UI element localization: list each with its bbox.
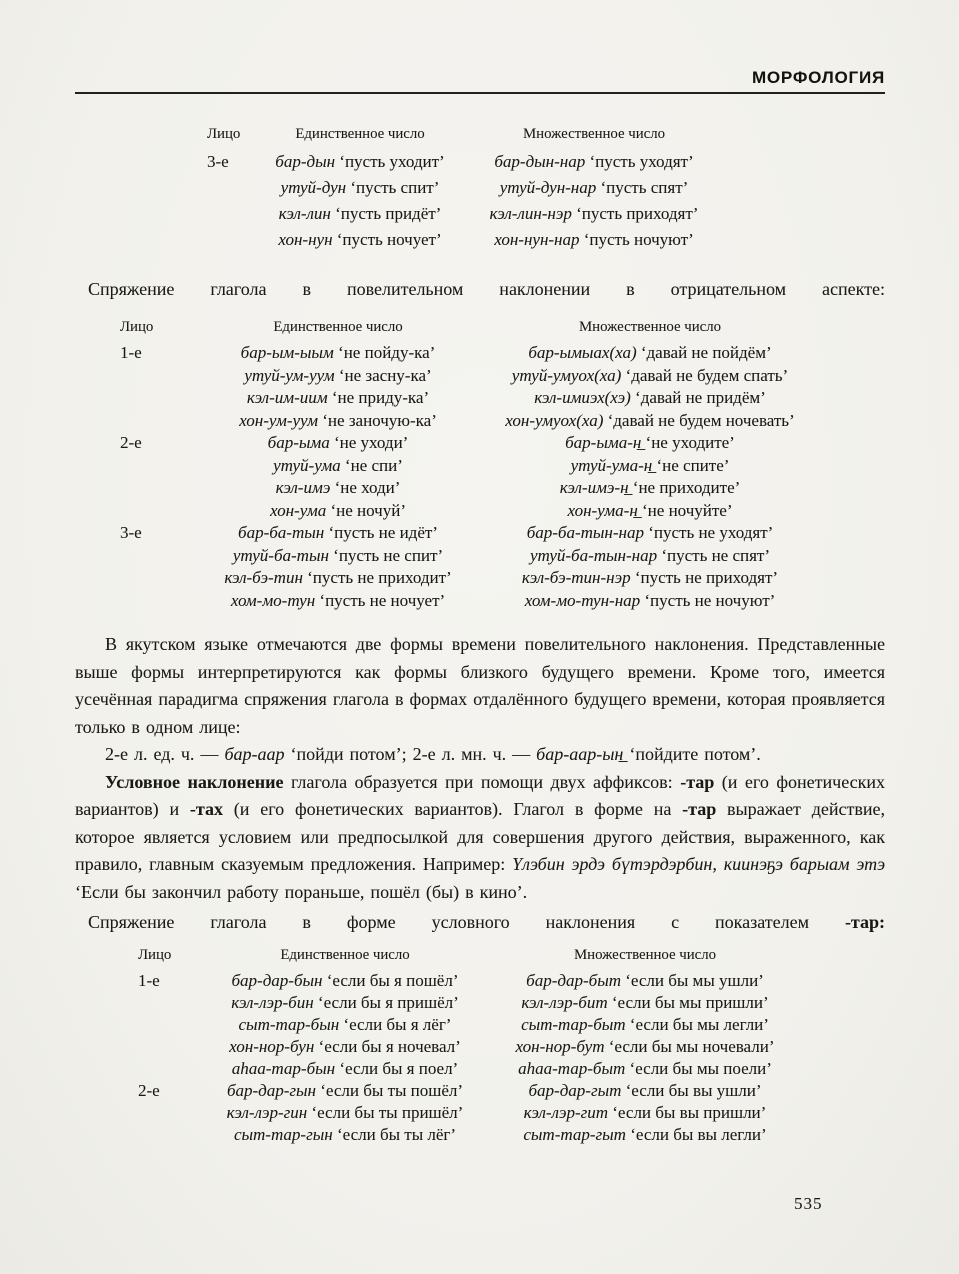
russian-gloss: ‘если бы вы ушли’ bbox=[621, 1081, 762, 1100]
section-intro-conditional bbox=[75, 909, 885, 936]
col-header-person: Лицо bbox=[138, 947, 172, 963]
yakut-form: хон-нун-нар bbox=[494, 230, 580, 249]
plural-cell bbox=[471, 590, 829, 613]
person-label: 2-е bbox=[138, 1081, 160, 1100]
russian-gloss: ‘если бы ты пошёл’ bbox=[316, 1081, 464, 1100]
yakut-form: кэл-бэ-тин bbox=[224, 568, 303, 587]
singular-cell bbox=[205, 455, 471, 478]
plural-cell bbox=[471, 500, 829, 523]
table-row bbox=[138, 970, 885, 1080]
plural-cell bbox=[471, 432, 829, 455]
text-run: ‘пойди потом’; 2-е л. мн. ч. — bbox=[284, 744, 537, 764]
yakut-form: кэл-имиэх(хэ) bbox=[534, 388, 631, 407]
col-header-plural: Множественное число bbox=[579, 319, 721, 335]
russian-gloss: ‘если бы мы поели’ bbox=[625, 1059, 772, 1078]
paragraph-conditional-mood bbox=[75, 769, 885, 907]
russian-gloss: ‘пусть уходят’ bbox=[585, 152, 694, 171]
singular-cell bbox=[272, 227, 448, 253]
yakut-form: бар-дар-быт bbox=[526, 971, 621, 990]
table-row bbox=[120, 432, 885, 522]
singular-cell bbox=[205, 432, 471, 455]
emphasis-term: -тар bbox=[680, 771, 715, 792]
russian-gloss: ‘если бы я лёг’ bbox=[339, 1015, 452, 1034]
russian-gloss: ‘не спи’ bbox=[340, 455, 403, 475]
russian-gloss: ‘не ночуй’ bbox=[326, 500, 406, 520]
yakut-form: хон-нун bbox=[278, 230, 333, 249]
yakut-form: сыт-тар-гын bbox=[233, 1125, 333, 1144]
russian-gloss: ‘если бы я ночевал’ bbox=[314, 1037, 461, 1056]
yakut-form: кэл-им-иим bbox=[246, 388, 328, 407]
plural-cell bbox=[471, 410, 829, 433]
plural-cell bbox=[477, 1014, 813, 1036]
singular-cell bbox=[205, 500, 471, 523]
col-header-person: Лицо bbox=[207, 126, 241, 142]
russian-gloss: ‘пусть не уходят’ bbox=[643, 523, 774, 542]
plural-cell bbox=[477, 1058, 813, 1080]
russian-gloss: ‘давай не будем ночевать’ bbox=[603, 410, 795, 430]
plural-cell bbox=[471, 567, 829, 590]
emphasis-term: -тах bbox=[189, 799, 223, 819]
table-row bbox=[207, 149, 885, 253]
yakut-form: бар-ба-тын-нар bbox=[526, 523, 644, 542]
text-run: Спряжение глагола в форме условного наклонения с показателем bbox=[88, 912, 845, 932]
yakut-form: кэл-имэ bbox=[275, 478, 331, 497]
yakut-form: утуй-ба-тын bbox=[232, 545, 329, 565]
russian-gloss: ‘давай не будем спать’ bbox=[621, 365, 789, 385]
plural-cell bbox=[471, 387, 829, 410]
russian-gloss: ‘давай не придём’ bbox=[630, 388, 766, 407]
russian-gloss: ‘пусть не приходят’ bbox=[630, 568, 779, 587]
header-rule bbox=[75, 92, 885, 94]
table-header-row bbox=[138, 945, 885, 965]
plural-cell bbox=[471, 455, 829, 478]
table-imperative-negative bbox=[120, 317, 885, 612]
russian-gloss: ‘не уходи’ bbox=[329, 433, 409, 452]
emphasis-term: -тар: bbox=[844, 912, 885, 932]
yakut-form: утуй-умуох(ха) bbox=[511, 365, 622, 385]
singular-cell bbox=[213, 1080, 477, 1102]
person-label: 3-е bbox=[207, 152, 229, 171]
emphasis-term: -тар bbox=[682, 799, 717, 819]
russian-gloss: ‘если бы мы пришли’ bbox=[607, 993, 769, 1012]
yakut-form: кэл-лин-нэр bbox=[489, 204, 572, 223]
singular-cell bbox=[213, 1124, 477, 1146]
yakut-form: кэл-лин bbox=[278, 204, 331, 223]
plural-cell bbox=[477, 1080, 813, 1102]
plural-cell bbox=[477, 1102, 813, 1124]
text-run: выражает действие, которое является условием или предпосылкой для совершения другого действия, выраженного, как правило, главным сказуемым предложения. Например: bbox=[75, 799, 885, 874]
yakut-form: сыт-тар-гыт bbox=[523, 1125, 626, 1144]
yakut-form: кэл-лэр-бит bbox=[521, 993, 608, 1012]
table-conditional-tar bbox=[138, 945, 885, 1146]
plural-cell bbox=[471, 477, 829, 500]
yakut-form: кэл-имэ-н̲ bbox=[559, 478, 629, 497]
paragraph-remote-future bbox=[75, 741, 885, 769]
yakut-form: хон-ума bbox=[270, 500, 327, 520]
yakut-form: кэл-лэр-бин bbox=[231, 993, 314, 1012]
russian-gloss: ‘если бы мы ушли’ bbox=[620, 971, 764, 990]
text-run: 2-е л. ед. ч. — bbox=[105, 744, 225, 764]
yakut-form: хон-умуох(ха) bbox=[505, 410, 604, 430]
russian-gloss: ‘если бы я пошёл’ bbox=[322, 971, 459, 990]
section-intro-negative-imperative: Спряжение глагола в повелительном наклонении в отрицательном аспекте: bbox=[88, 279, 885, 299]
singular-cell bbox=[213, 1058, 477, 1080]
plural-cell bbox=[477, 970, 813, 992]
plural-cell bbox=[471, 522, 829, 545]
russian-gloss: ‘пусть не идёт’ bbox=[324, 523, 438, 542]
yakut-form: хон-нор-бут bbox=[515, 1037, 605, 1056]
yakut-form: утуй-дун-нар bbox=[499, 178, 597, 197]
plural-cell bbox=[471, 342, 829, 365]
text-run: (и его фонетических вариантов). Глагол в форме на bbox=[222, 799, 683, 819]
yakut-form: утуй-ум-уум bbox=[244, 365, 335, 385]
yakut-form: бар-ымыах(ха) bbox=[528, 343, 637, 362]
russian-gloss: ‘пусть не ночуют’ bbox=[640, 590, 776, 610]
col-header-singular: Единственное число bbox=[273, 319, 403, 335]
plural-cell bbox=[477, 1124, 813, 1146]
russian-gloss: ‘не уходите’ bbox=[641, 433, 735, 452]
plural-cell bbox=[477, 1036, 813, 1058]
table-header-row bbox=[207, 124, 885, 144]
russian-gloss: ‘пусть уходит’ bbox=[335, 152, 445, 171]
singular-cell bbox=[205, 387, 471, 410]
russian-gloss: ‘пусть придёт’ bbox=[330, 204, 442, 223]
yakut-form: хон-ума-н̲ bbox=[567, 500, 638, 520]
singular-cell bbox=[213, 1014, 477, 1036]
russian-gloss: ‘если бы ты пришёл’ bbox=[307, 1103, 464, 1122]
table-body bbox=[138, 970, 885, 1146]
yakut-form: кэл-бэ-тин-нэр bbox=[521, 568, 631, 587]
yakut-form: аһаа-тар-бын bbox=[231, 1059, 336, 1078]
yakut-form: бар-дын bbox=[275, 152, 336, 171]
col-header-person: Лицо bbox=[120, 319, 154, 335]
person-label: 1-е bbox=[120, 343, 142, 362]
russian-gloss: ‘если бы ты лёг’ bbox=[332, 1125, 457, 1144]
russian-gloss: ‘не спите’ bbox=[652, 455, 730, 475]
example-form: бар-аар-ын̲ bbox=[536, 744, 624, 764]
table-body bbox=[120, 342, 885, 612]
russian-gloss: ‘пусть не спят’ bbox=[657, 545, 771, 565]
russian-gloss: ‘пусть ночует’ bbox=[332, 230, 442, 249]
russian-gloss: ‘если бы я поел’ bbox=[335, 1059, 459, 1078]
singular-cell bbox=[205, 545, 471, 568]
russian-gloss: ‘пусть приходят’ bbox=[571, 204, 699, 223]
col-header-plural: Множественное число bbox=[574, 947, 716, 963]
russian-gloss: ‘пусть не приходит’ bbox=[302, 568, 452, 587]
plural-cell bbox=[471, 545, 829, 568]
russian-gloss: ‘если бы я пришёл’ bbox=[313, 993, 459, 1012]
person-label: 2-е bbox=[120, 433, 142, 452]
plural-cell bbox=[448, 201, 740, 227]
yakut-form: кэл-лэр-гит bbox=[523, 1103, 609, 1122]
singular-cell bbox=[272, 149, 448, 175]
yakut-form: сыт-тар-быт bbox=[521, 1015, 626, 1034]
russian-gloss: ‘не ночуйте’ bbox=[637, 500, 733, 520]
russian-gloss: ‘пусть спят’ bbox=[596, 178, 689, 197]
running-head bbox=[75, 68, 885, 94]
singular-cell bbox=[272, 201, 448, 227]
table-imperative-affirmative bbox=[207, 124, 885, 253]
yakut-form: хон-ум-уум bbox=[239, 410, 319, 430]
yakut-form: бар-ба-тын bbox=[238, 523, 325, 542]
singular-cell bbox=[205, 365, 471, 388]
yakut-form: аһаа-тар-быт bbox=[518, 1059, 626, 1078]
plural-cell bbox=[448, 175, 740, 201]
example-form: Үлэбин эрдэ бүтэрдэрбин, киинэҕэ барыам этэ bbox=[512, 854, 886, 874]
yakut-form: бар-ыма bbox=[267, 433, 330, 452]
yakut-form: сыт-тар-бын bbox=[238, 1015, 340, 1034]
singular-cell bbox=[213, 1102, 477, 1124]
singular-cell bbox=[213, 992, 477, 1014]
russian-gloss: ‘пусть спит’ bbox=[346, 178, 440, 197]
yakut-form: бар-дар-гыт bbox=[528, 1081, 622, 1100]
singular-cell bbox=[205, 410, 471, 433]
paragraph-imperative-tense: В якутском языке отмечаются две формы времени повелительного наклонения. Представленные выше формы интерпретируются как формы близкого будущего времени. Кроме того, имеется усечённая парадигма спряжения глагола в формах отдалённого будущего времени, которая проявляется только в одном лице: bbox=[75, 634, 885, 737]
singular-cell bbox=[205, 342, 471, 365]
running-head-title: МОРФОЛОГИЯ bbox=[751, 68, 885, 87]
col-header-singular: Единственное число bbox=[280, 947, 410, 963]
russian-gloss: ‘не приду-ка’ bbox=[327, 388, 430, 407]
russian-gloss: ‘не засну-ка’ bbox=[334, 365, 432, 385]
text-run: ‘пойдите потом’. bbox=[623, 744, 761, 764]
yakut-form: бар-дар-гын bbox=[226, 1081, 316, 1100]
singular-cell bbox=[205, 477, 471, 500]
yakut-form: утуй-ба-тын-нар bbox=[529, 545, 658, 565]
russian-gloss: ‘пусть не ночует’ bbox=[315, 590, 446, 610]
page-number: 535 bbox=[794, 1194, 823, 1213]
yakut-form: бар-дын-нар bbox=[494, 152, 586, 171]
yakut-form: кэл-лэр-гин bbox=[226, 1103, 308, 1122]
text-run: ‘Если бы закончил работу пораньше, пошёл (бы) в кино’. bbox=[75, 881, 528, 902]
russian-gloss: ‘не пойду-ка’ bbox=[333, 343, 436, 362]
table-body bbox=[207, 149, 885, 253]
russian-gloss: ‘если бы вы пришли’ bbox=[608, 1103, 767, 1122]
yakut-form: бар-дар-бын bbox=[231, 971, 323, 990]
russian-gloss: ‘не заночую-ка’ bbox=[318, 410, 437, 430]
plural-cell bbox=[477, 992, 813, 1014]
col-header-singular: Единственное число bbox=[295, 126, 425, 142]
singular-cell bbox=[272, 175, 448, 201]
plural-cell bbox=[471, 365, 829, 388]
singular-cell bbox=[205, 567, 471, 590]
russian-gloss: ‘пусть ночуют’ bbox=[579, 230, 694, 249]
emphasis-term: Условное наклонение bbox=[105, 771, 284, 792]
russian-gloss: ‘давай не пойдём’ bbox=[636, 343, 772, 362]
yakut-form: бар-ым-ыым bbox=[240, 343, 334, 362]
singular-cell bbox=[205, 590, 471, 613]
singular-cell bbox=[213, 1036, 477, 1058]
table-row bbox=[120, 522, 885, 612]
russian-gloss: ‘не ходи’ bbox=[330, 478, 401, 497]
russian-gloss: ‘не приходите’ bbox=[628, 478, 741, 497]
singular-cell bbox=[205, 522, 471, 545]
yakut-form: хом-мо-тун-нар bbox=[524, 590, 641, 610]
russian-gloss: ‘пусть не спит’ bbox=[328, 545, 444, 565]
table-header-row bbox=[120, 317, 885, 337]
text-run: (и его фонетических вариантов) и bbox=[75, 771, 885, 819]
text-run: глагола образуется при помощи двух аффиксов: bbox=[283, 771, 681, 792]
yakut-form: бар-ыма-н̲ bbox=[565, 433, 642, 452]
russian-gloss: ‘если бы вы легли’ bbox=[625, 1125, 767, 1144]
plural-cell bbox=[448, 149, 740, 175]
table-row bbox=[138, 1080, 885, 1146]
yakut-form: утуй-дун bbox=[280, 178, 347, 197]
yakut-form: утуй-ума bbox=[273, 455, 341, 475]
yakut-form: хон-нор-бун bbox=[229, 1037, 315, 1056]
example-form: бар-аар bbox=[224, 744, 285, 764]
person-label: 3-е bbox=[120, 523, 142, 542]
singular-cell bbox=[213, 970, 477, 992]
col-header-plural: Множественное число bbox=[523, 126, 665, 142]
person-label: 1-е bbox=[138, 971, 160, 990]
yakut-form: утуй-ума-н̲ bbox=[570, 455, 653, 475]
plural-cell bbox=[448, 227, 740, 253]
table-row bbox=[120, 342, 885, 432]
russian-gloss: ‘если бы мы легли’ bbox=[625, 1015, 769, 1034]
russian-gloss: ‘если бы мы ночевали’ bbox=[604, 1037, 775, 1056]
yakut-form: хом-мо-тун bbox=[230, 590, 316, 610]
